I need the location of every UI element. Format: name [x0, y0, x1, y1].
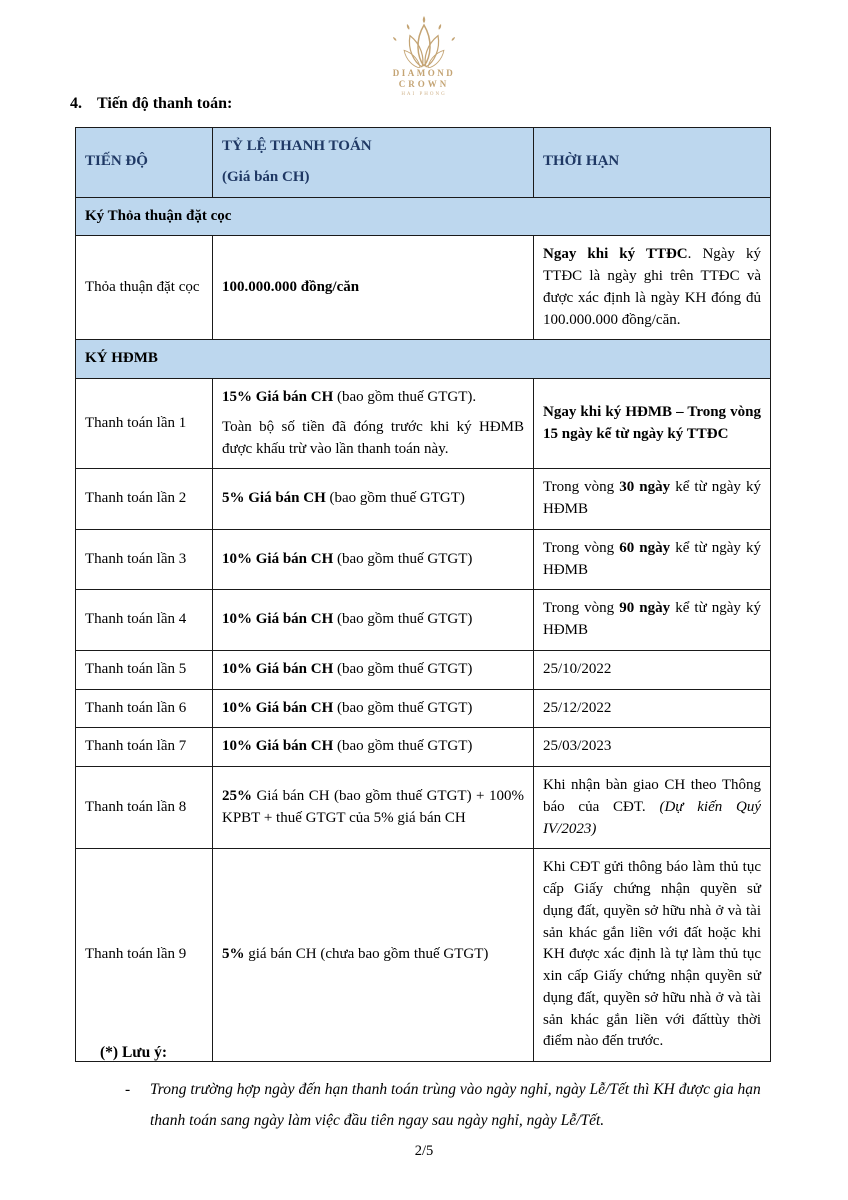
time-cell: [534, 689, 771, 728]
header-cell-ty-le: [213, 128, 534, 198]
payment-schedule-table: [75, 127, 771, 1062]
table-row: [76, 529, 771, 590]
section-label: KÝ HĐMB: [76, 340, 771, 379]
header-label: THỜI HẠN: [543, 153, 620, 170]
stage-cell: Thanh toán lần 1: [76, 379, 213, 469]
table-row: [76, 590, 771, 651]
cell-paragraph: 10% Giá bán CH (bao gồm thuế GTGT): [222, 660, 473, 677]
time-cell: [534, 236, 771, 340]
time-cell: [534, 849, 771, 1062]
note-item: [100, 1074, 770, 1136]
stage-cell: Thanh toán lần 5: [76, 650, 213, 689]
stage-cell: Thanh toán lần 6: [76, 689, 213, 728]
table-row: [76, 689, 771, 728]
table-row: [76, 849, 771, 1062]
diamond-crown-logo: [364, 12, 484, 98]
rate-cell: [213, 849, 534, 1062]
cell-paragraph: Toàn bộ số tiền đã đóng trước khi ký HĐMB được khấu trừ vào lần thanh toán này.: [222, 418, 524, 457]
cell-paragraph: 25/10/2022: [543, 660, 612, 677]
header-sublabel: (Giá bán CH): [222, 168, 310, 185]
time-cell: [534, 650, 771, 689]
time-cell: [534, 728, 771, 767]
cell-paragraph: 5% Giá bán CH (bao gồm thuế GTGT): [222, 490, 465, 507]
section-number: 4.: [70, 95, 82, 112]
table-row: [76, 469, 771, 530]
notes-label: (*) Lưu ý:: [100, 1044, 167, 1061]
stage-cell: Thanh toán lần 3: [76, 529, 213, 590]
note-text: Trong trường hợp ngày đến hạn thanh toán trùng vào ngày nghỉ, ngày Lễ/Tết thì KH được gia hạn thanh toán sang ngày làm việc đầu tiên ngay sau ngày nghỉ, ngày Lễ/Tết.: [150, 1081, 761, 1129]
stage-cell: Thỏa thuận đặt cọc: [76, 236, 213, 340]
stage-cell: Thanh toán lần 8: [76, 767, 213, 849]
cell-paragraph: 10% Giá bán CH (bao gồm thuế GTGT): [222, 611, 473, 628]
cell-paragraph: 25% Giá bán CH (bao gồm thuế GTGT) + 100% KPBT + thuế GTGT của 5% giá bán CH: [222, 787, 524, 826]
header-label: TỶ LỆ THANH TOÁN: [222, 138, 372, 154]
section-row: [76, 197, 771, 236]
time-cell: [534, 529, 771, 590]
stage-cell: Thanh toán lần 2: [76, 469, 213, 530]
table-row: [76, 728, 771, 767]
stage-cell: Thanh toán lần 4: [76, 590, 213, 651]
rate-cell: [213, 689, 534, 728]
rate-cell: [213, 236, 534, 340]
logo-text-line1: DIAMOND: [392, 68, 456, 78]
rate-cell: [213, 469, 534, 530]
payment-table-body: [76, 197, 771, 1062]
cell-paragraph: Khi CĐT gửi thông báo làm thủ tục cấp Giấy chứng nhận quyền sử dụng đất, quyền sở hữu nhà ở và tài sản khác gắn liền với đất hoặc khi KH được xác định là tự làm thủ tục xin cấp Giấy chứng nhận quyền sử dụng đất, quyền sở hữu nhà ở và tài sản khác gắn liền với đấttùy thời điểm nào đến trước.: [543, 859, 761, 1050]
section-title-text: Tiến độ thanh toán:: [97, 95, 233, 112]
section-label: Ký Thỏa thuận đặt cọc: [76, 197, 771, 236]
rate-cell: [213, 529, 534, 590]
header-cell-thoi-han: [534, 128, 771, 198]
cell-paragraph: Trong vòng 60 ngày kể từ ngày ký HĐMB: [543, 539, 761, 578]
rate-cell: [213, 590, 534, 651]
time-cell: [534, 469, 771, 530]
cell-paragraph: 10% Giá bán CH (bao gồm thuế GTGT): [222, 738, 473, 755]
stage-cell: Thanh toán lần 7: [76, 728, 213, 767]
table-row: [76, 236, 771, 340]
cell-paragraph: 10% Giá bán CH (bao gồm thuế GTGT): [222, 550, 473, 567]
cell-paragraph: 100.000.000 đồng/căn: [222, 278, 360, 295]
time-cell: [534, 767, 771, 849]
header-label: TIẾN ĐỘ: [85, 153, 148, 170]
stage-cell: Thanh toán lần 9: [76, 849, 213, 1062]
section-title: [70, 95, 232, 113]
table-row: [76, 767, 771, 849]
cell-paragraph: 10% Giá bán CH (bao gồm thuế GTGT): [222, 699, 473, 716]
page-number: 2/5: [414, 1143, 434, 1159]
time-cell: [534, 590, 771, 651]
cell-paragraph: Ngay khi ký TTĐC. Ngày ký TTĐC là ngày ghi trên TTĐC và được xác định là ngày KH đóng đủ 100.000.000 đồng/căn.: [543, 246, 761, 328]
cell-paragraph: 25/12/2022: [543, 699, 612, 716]
cell-paragraph: 5% giá bán CH (chưa bao gồm thuế GTGT): [222, 946, 489, 963]
rate-cell: [213, 379, 534, 469]
logo-text-line3: HAI PHONG: [401, 91, 447, 97]
crown-icon: [376, 12, 472, 68]
notes-section: [100, 1044, 770, 1136]
table-row: [76, 379, 771, 469]
cell-paragraph: Khi nhận bàn giao CH theo Thông báo của CĐT. (Dự kiến Quý IV/2023): [543, 777, 761, 837]
logo-text-line2: CROWN: [398, 79, 450, 90]
rate-cell: [213, 728, 534, 767]
rate-cell: [213, 650, 534, 689]
section-row: [76, 340, 771, 379]
table-header-row: [76, 128, 771, 198]
time-cell: [534, 379, 771, 469]
cell-paragraph: 25/03/2023: [543, 738, 612, 755]
cell-paragraph: Trong vòng 90 ngày kể từ ngày ký HĐMB: [543, 600, 761, 638]
cell-paragraph: 15% Giá bán CH (bao gồm thuế GTGT).: [222, 389, 477, 405]
note-dash: -: [125, 1081, 131, 1098]
header-cell-tien-do: [76, 128, 213, 198]
cell-paragraph: Ngay khi ký HĐMB – Trong vòng 15 ngày kể từ ngày ký TTĐC: [543, 403, 761, 442]
rate-cell: [213, 767, 534, 849]
cell-paragraph: Trong vòng 30 ngày kể từ ngày ký HĐMB: [543, 479, 761, 517]
table-row: [76, 650, 771, 689]
